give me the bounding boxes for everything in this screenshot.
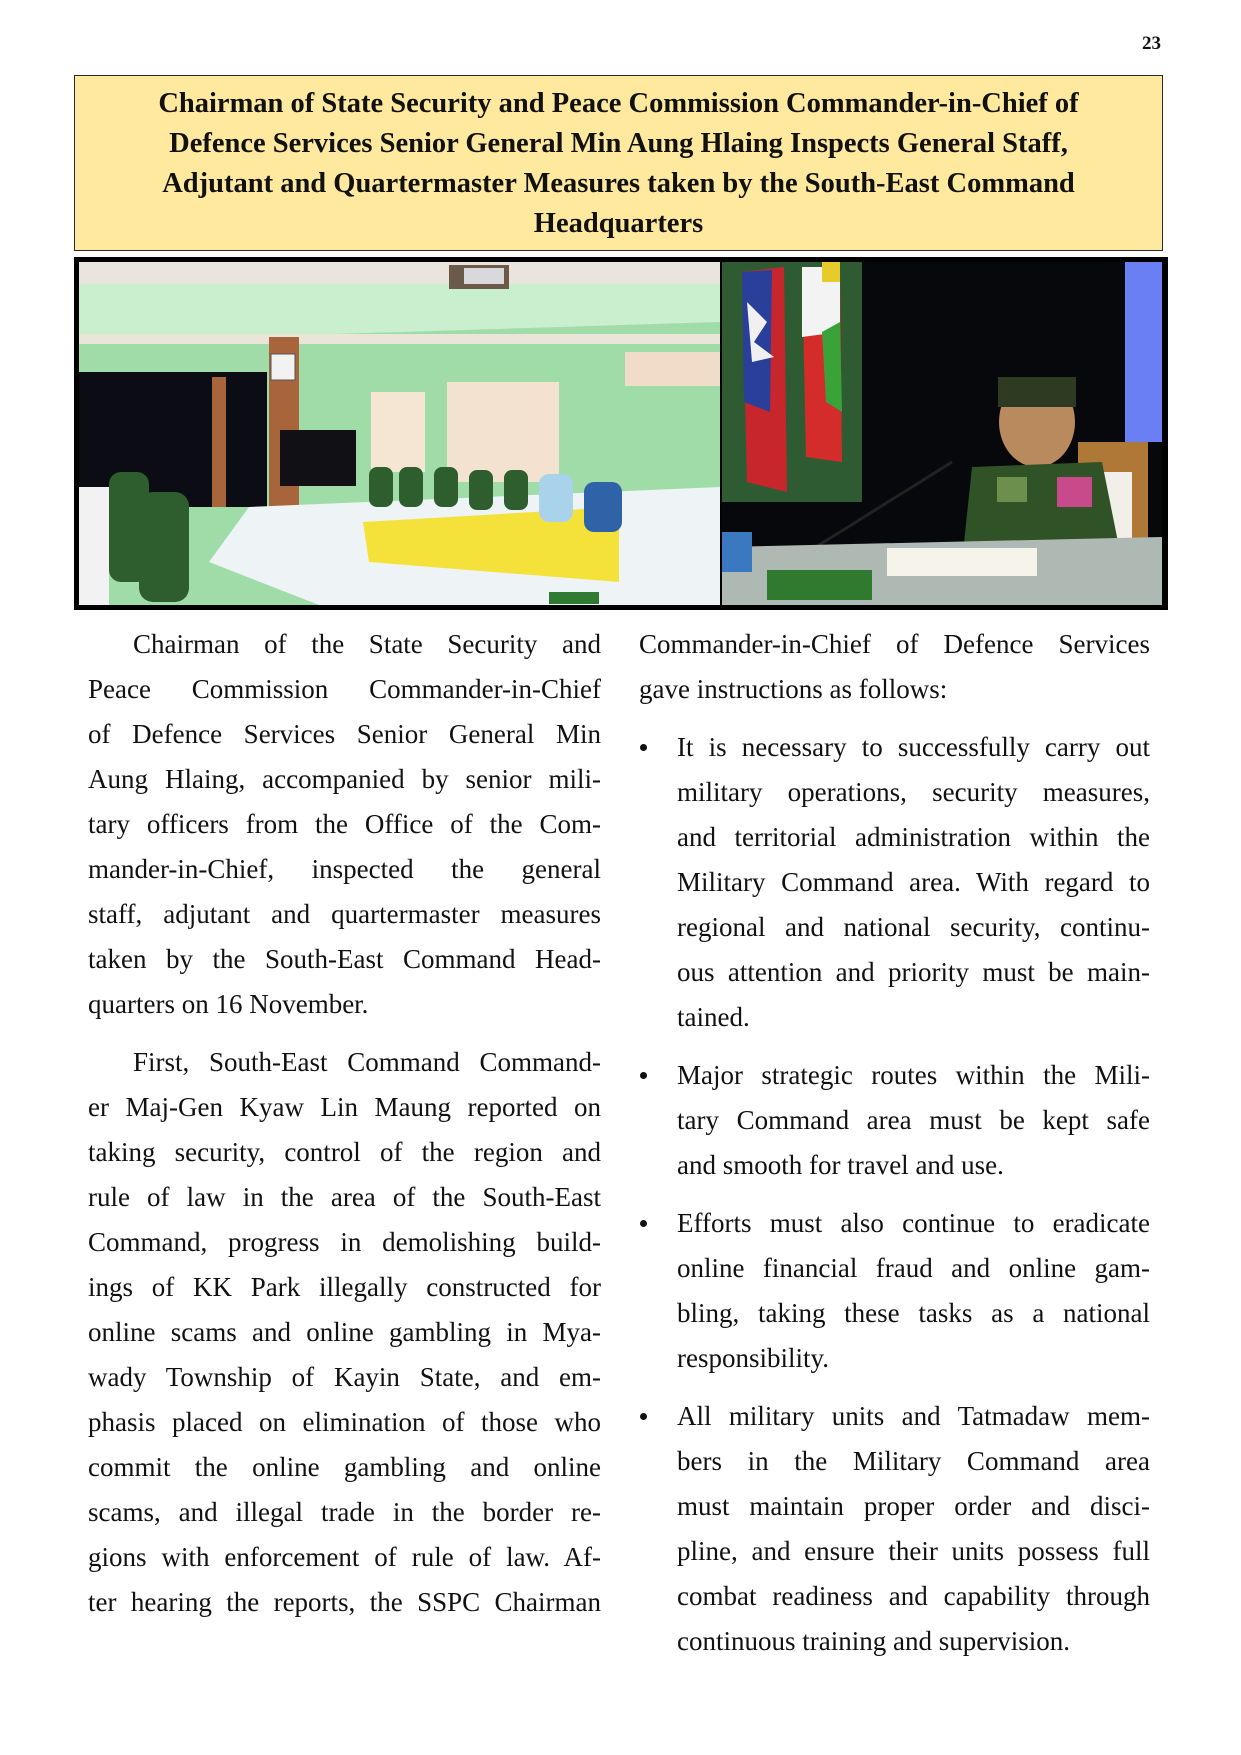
text-line: quarters on 16 November. [88,989,369,1019]
text-line: and territorial administration within the [677,822,1150,852]
text-line: must maintain proper order and disci- [677,1491,1150,1521]
senior-general-illustration [722,262,1162,605]
text-line: Major strategic routes within the Mili- [677,1060,1150,1090]
text-line: of Defence Services Senior General Min [88,719,601,749]
text-line: All military units and Tatmadaw mem- [677,1401,1150,1431]
conference-room-illustration [79,262,720,605]
text-line: gave instructions as follows: [639,674,948,704]
bullet-icon [640,1413,647,1420]
text-line: ter hearing the reports, the SSPC Chairman [88,1587,601,1617]
article-title-line: Adjutant and Quartermaster Measures taken by the South-East Command [162,168,1075,199]
text-line: online scams and online gambling in Mya- [88,1317,601,1347]
text-line: bers in the Military Command area [677,1446,1150,1476]
text-line: ings of KK Park illegally constructed for [88,1272,601,1302]
text-line: tary Command area must be kept safe [677,1105,1150,1135]
text-line: pline, and ensure their units possess full [677,1536,1150,1566]
bullet-icon [640,1072,647,1079]
text-line: combat readiness and capability through [677,1581,1150,1611]
bullet-icon [640,1220,647,1227]
instruction-bullet [639,1201,1150,1381]
article-title-line: Headquarters [533,208,704,239]
text-line: Military Command area. With regard to [677,867,1150,897]
text-line: ous attention and priority must be main- [677,957,1150,987]
left-column [88,622,601,1638]
text-line: commit the online gambling and online [88,1452,601,1482]
text-line: military operations, security measures, [677,777,1150,807]
article-title-box [74,75,1163,251]
text-line: Efforts must also continue to eradicate [677,1208,1150,1238]
instruction-bullet [639,725,1150,1040]
text-line: Command, progress in demolishing build- [88,1227,601,1257]
text-line: tained. [677,1002,750,1032]
right-column [639,622,1150,1677]
text-line: gions with enforcement of rule of law. Af- [88,1542,601,1572]
text-line: wady Township of Kayin State, and em- [88,1362,601,1392]
photo-strip [74,257,1168,610]
conference-room-photo [79,262,720,605]
text-line: mander-in-Chief, inspected the general [88,854,601,884]
body-paragraph-intro [88,622,601,1027]
text-line: Aung Hlaing, accompanied by senior mili- [88,764,601,794]
body-paragraph-continuation [639,622,1150,712]
text-line: Commander-in-Chief of Defence Services [639,629,1150,659]
text-line: staff, adjutant and quartermaster measures [88,899,601,929]
text-line: online financial fraud and online gam- [677,1253,1150,1283]
text-line: First, South-East Command Command- [133,1047,601,1077]
article-title-line: Chairman of State Security and Peace Commission Commander-in-Chief of [158,88,1079,119]
text-line: responsibility. [677,1343,829,1373]
instruction-bullet [639,1394,1150,1664]
text-line: It is necessary to successfully carry out [677,732,1150,762]
instruction-bullet [639,1053,1150,1188]
article-title-line: Defence Services Senior General Min Aung Hlaing Inspects General Staff, [169,128,1068,159]
text-line: scams, and illegal trade in the border re- [88,1497,601,1527]
text-line: tary officers from the Office of the Com- [88,809,601,839]
senior-general-photo [722,262,1162,605]
text-line: bling, taking these tasks as a national [677,1298,1150,1328]
page-number: 23 [1142,33,1161,54]
text-line: phasis placed on elimination of those who [88,1407,601,1437]
text-line: er Maj-Gen Kyaw Lin Maung reported on [88,1092,601,1122]
body-paragraph-report [88,1040,601,1625]
bullet-icon [640,744,647,751]
text-line: and smooth for travel and use. [677,1150,1004,1180]
text-line: rule of law in the area of the South-East [88,1182,601,1212]
text-line: taking security, control of the region and [88,1137,601,1167]
text-line: regional and national security, continu- [677,912,1150,942]
text-line: taken by the South-East Command Head- [88,944,601,974]
text-line: continuous training and supervision. [677,1626,1070,1656]
text-line: Chairman of the State Security and [133,629,601,659]
text-line: Peace Commission Commander-in-Chief [88,674,601,704]
